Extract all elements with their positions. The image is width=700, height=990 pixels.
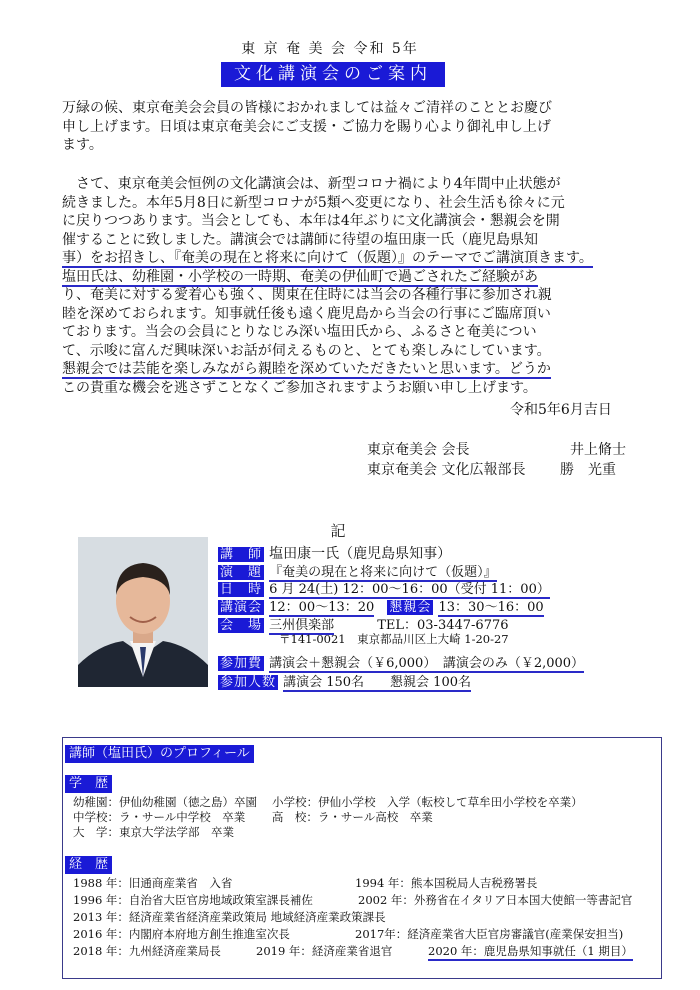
career-left: 2018 年：九州経済産業局長 xyxy=(73,944,221,958)
signature-name-1: 井上脩士 xyxy=(570,442,626,458)
row-datetime xyxy=(218,578,550,597)
text-line: り、奄美に対する愛着心も強く、関東在住時には当会の各種行事に参加され親 xyxy=(62,287,552,303)
header-line: 東 京 奄 美 会 令和 5年 xyxy=(241,41,419,57)
count-label: 参加人数 xyxy=(220,675,277,690)
text-line: ております。当会の会員にとりなじみ深い塩田氏から、ふるさと奄美につい xyxy=(62,324,537,340)
row-speaker xyxy=(218,543,451,562)
venue-label: 会 場 xyxy=(220,618,263,633)
fee-label: 参加費 xyxy=(220,656,263,671)
text-line: さて、東京奄美会恒例の文化講演会は、新型コロナ禍により4年間中止状態が xyxy=(76,176,561,192)
row-schedule xyxy=(218,596,544,615)
fee-value: 講演会＋懇親会（￥6,000） 講演会のみ（￥2,000） xyxy=(269,656,585,671)
text-line: 万緑の候、東京奄美会会員の皆様におかれましては益々ご清祥のこととお慶び xyxy=(62,100,552,116)
text-line: に戻りつつあります。当会としても、本年は4年ぶりに文化講演会・懇親会を開 xyxy=(62,213,560,229)
issue-date: 令和5年6月吉日 xyxy=(510,402,612,418)
greeting-paragraph xyxy=(62,99,642,155)
party-label: 懇親会 xyxy=(389,600,432,615)
career-left: 2013 年：経済産業省経済産業政策局 地域経済産業政策課長 xyxy=(73,910,386,924)
ki-heading: 記 xyxy=(330,522,346,540)
row-count xyxy=(218,671,471,690)
speaker-value: 塩田康一氏（鹿児島県知事） xyxy=(269,546,452,562)
career-right: 1994 年：熊本国税局人吉税務署長 xyxy=(355,876,538,890)
list-item xyxy=(73,910,658,927)
text-line: この貴重な機会を逃さずことなくご参加されますようお願い申し上げます。 xyxy=(62,379,537,396)
count-value: 講演会 150名 懇親会 100名 xyxy=(283,675,472,690)
row-fee xyxy=(218,652,584,671)
career-right: 2017年：経済産業省大臣官房審議官(産業保安担当) xyxy=(355,927,624,941)
speaker-photo xyxy=(78,537,208,687)
topic-value: 『奄美の現在と将来に向けて（仮題）』 xyxy=(269,565,497,580)
text-line: 催することに致しました。講演会では講師に待望の塩田康一氏（鹿児島県知 xyxy=(62,231,538,248)
underlined-text: 懇親会では芸能を楽しみながら親睦を深めていただきたいと思います。どうか xyxy=(62,361,551,377)
text-line: ます。 xyxy=(62,137,103,153)
row-venue xyxy=(218,614,509,633)
signature-org-1: 東京奄美会 会長 xyxy=(367,442,470,458)
venue-value: 三州倶楽部 xyxy=(269,618,335,633)
text-line xyxy=(62,268,642,287)
body-paragraph xyxy=(62,175,642,397)
party-value: 13：30～16：00 xyxy=(438,600,544,615)
venue-address: 〒141-0021 東京都品川区上大崎 1-20-27 xyxy=(279,632,509,646)
speaker-label: 講 師 xyxy=(220,547,263,562)
education-list xyxy=(73,795,583,840)
career-left: 1996 年：自治省大臣官房地域政策室課長補佐 xyxy=(73,893,313,907)
tel-value: TEL：03-3447-6776 xyxy=(377,618,509,633)
career-left: 2016 年：内閣府本府地方創生推進室次長 xyxy=(73,927,290,941)
list-item xyxy=(73,876,658,893)
underlined-text: 事）をお招きし、『奄美の現在と将来に向けて（仮題）』のテーマでご講演頂きます。 xyxy=(62,250,593,266)
text-line: 睦を深めておられます。知事就任後も遠く鹿児島から当会の行事にご臨席頂い xyxy=(62,305,551,322)
underlined-text: 塩田氏は、幼稚園・小学校の一時期、奄美の伊仙町で過ごされたご経験があ xyxy=(62,268,538,285)
signature-org-2: 東京奄美会 文化広報部長 xyxy=(367,462,526,478)
signature-name-2: 勝 光重 xyxy=(560,462,616,478)
list-item: 大 学：東京大学法学部 卒業 xyxy=(73,825,234,839)
datetime-value: 6 月 24(土) 12：00～16：00（受付 11：00） xyxy=(269,582,550,597)
topic-label: 演 題 xyxy=(220,565,263,580)
text-line: 申し上げます。日頃は東京奄美会にご支援・ご協力を賜り心より御礼申し上げ xyxy=(62,118,551,135)
list-item: 幼稚園：伊仙幼稚園（徳之島）卒園 小学校：伊仙小学校 入学（転校して草牟田小学校を卒業） xyxy=(73,795,583,809)
career-left: 1988 年：旧通商産業省 入省 xyxy=(73,876,233,890)
text-line: 続きました。本年5月8日に新型コロナが5類へ変更になり、社会生活も徐々に元 xyxy=(62,194,565,211)
datetime-label: 日 時 xyxy=(220,582,263,597)
text-line: て、示唆に富んだ興味深いお話が伺えるものと、とても楽しみにしています。 xyxy=(62,342,551,359)
list-item xyxy=(73,893,658,910)
page-title: 文化講演会のご案内 xyxy=(221,62,445,87)
list-item: 中学校：ラ・サール中学校 卒業 高 校：ラ・サール高校 卒業 xyxy=(73,810,433,824)
career-right: 2002 年：外務省在イタリア日本国大使館一等書記官 xyxy=(358,893,633,907)
education-label: 学 歴 xyxy=(65,775,112,793)
lecture-label: 講演会 xyxy=(220,600,263,615)
list-item xyxy=(73,927,658,944)
lecture-value: 12：00～13：20 xyxy=(269,600,375,615)
text-line xyxy=(62,249,642,268)
career-final: 2020 年：鹿児島県知事就任（1 期目） xyxy=(428,944,633,961)
person-icon xyxy=(78,537,208,687)
career-label: 経 歴 xyxy=(65,856,112,874)
career-list xyxy=(73,876,658,961)
text-line xyxy=(62,360,642,379)
profile-box xyxy=(62,737,662,979)
profile-title: 講師（塩田氏）のプロフィール xyxy=(65,745,254,763)
career-right: 2019 年：経済産業省退官 xyxy=(256,944,393,958)
list-item xyxy=(73,944,658,961)
